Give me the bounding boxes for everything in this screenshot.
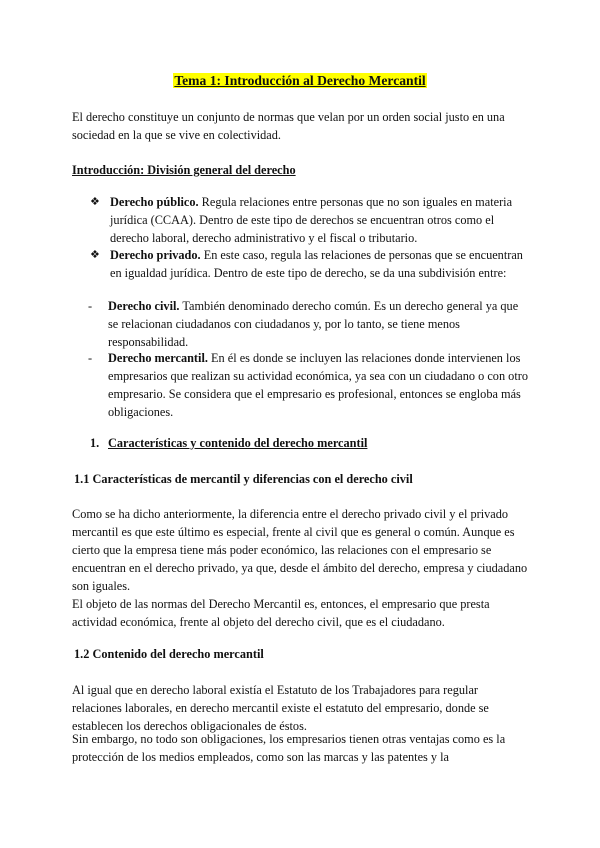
subsection-1-2-paragraph-1: Al igual que en derecho laboral existía el Estatuto de los Trabajadores para regular relaciones laborales, en derecho mercantil existe el estatuto del empresario, donde se establecen los derechos obligacionales de éstos. bbox=[72, 683, 489, 733]
diamond-bullet-icon: ❖ bbox=[90, 248, 100, 261]
subsection-1-1-paragraph-1: Como se ha dicho anteriormente, la diferencia entre el derecho privado civil y el privado mercantil es que este último es especial, frente al civil que es general o común. Aunque es cierto que la empresa tiene más poder económico, las relaciones con el empresario se encuentran en el derecho privado, ya que, desde el ámbito del derecho, empresa y ciudadano son iguales. bbox=[72, 507, 528, 593]
section-intro-heading: Introducción: División general del derecho bbox=[72, 163, 296, 177]
subsection-1-2-paragraph-2: Sin embargo, no todo son obligaciones, los empresarios tienen otras ventajas como es la protección de los medios empleados, como son las marcas y las patentes y la bbox=[72, 732, 506, 764]
list-item-body: En él es donde se incluyen las relaciones donde intervienen los empresarios que realizan su actividad económica, ya sea con un ciudadano o con otro empresario. Se considera que el empresario es profesional, entonces se engloba más obligaciones. bbox=[108, 351, 528, 419]
list-item-term: Derecho civil. bbox=[108, 299, 180, 313]
diamond-bullet-icon: ❖ bbox=[90, 195, 100, 208]
list-item-body: También denominado derecho común. Es un derecho general ya que se relacionan ciudadanos con ciudadanos y, por lo tanto, se tiene menos responsabilidad. bbox=[108, 299, 519, 349]
list-item-body: En este caso, regula las relaciones de personas que se encuentran en igualdad jurídica. Dentro de este tipo de derecho, se da una subdivisión entre: bbox=[110, 248, 523, 280]
list-item-term: Derecho público. bbox=[110, 195, 199, 209]
list-item-derecho-civil bbox=[88, 297, 530, 351]
dash-bullet: - bbox=[88, 351, 93, 365]
list-item-text bbox=[110, 246, 530, 282]
section-number: 1. bbox=[90, 436, 100, 450]
section-1-heading bbox=[90, 434, 530, 452]
intro-paragraph: El derecho constituye un conjunto de normas que velan por un orden social justo en una sociedad en la que se vive en colectividad. bbox=[72, 110, 505, 142]
list-item-term: Derecho privado. bbox=[110, 248, 201, 262]
subsection-1-2-heading: 1.2 Contenido del derecho mercantil bbox=[74, 647, 264, 661]
dash-bullet: - bbox=[88, 299, 93, 313]
list-item-body: Regula relaciones entre personas que no son iguales en materia jurídica (CCAA). Dentro de este tipo de derechos se encuentran otros como el derecho laboral, derecho administrativo y el fiscal o tributario. bbox=[110, 195, 513, 245]
subsection-1-1-heading: 1.1 Características de mercantil y diferencias con el derecho civil bbox=[74, 472, 413, 486]
section-1-heading-text: Características y contenido del derecho mercantil bbox=[108, 436, 368, 450]
title-container bbox=[0, 72, 600, 90]
list-item-derecho-mercantil bbox=[88, 349, 530, 421]
list-item-text bbox=[108, 349, 530, 421]
list-item-derecho-publico bbox=[90, 193, 530, 247]
list-item-text bbox=[110, 193, 530, 247]
subsection-1-1-paragraph-2: El objeto de las normas del Derecho Mercantil es, entonces, el empresario que presta actividad económica, frente al objeto del derecho civil, que es el ciudadano. bbox=[72, 597, 490, 629]
list-item-derecho-privado bbox=[90, 246, 530, 282]
list-item-term: Derecho mercantil. bbox=[108, 351, 208, 365]
list-item-text bbox=[108, 297, 530, 351]
page-title: Tema 1: Introducción al Derecho Mercantil bbox=[174, 73, 426, 88]
